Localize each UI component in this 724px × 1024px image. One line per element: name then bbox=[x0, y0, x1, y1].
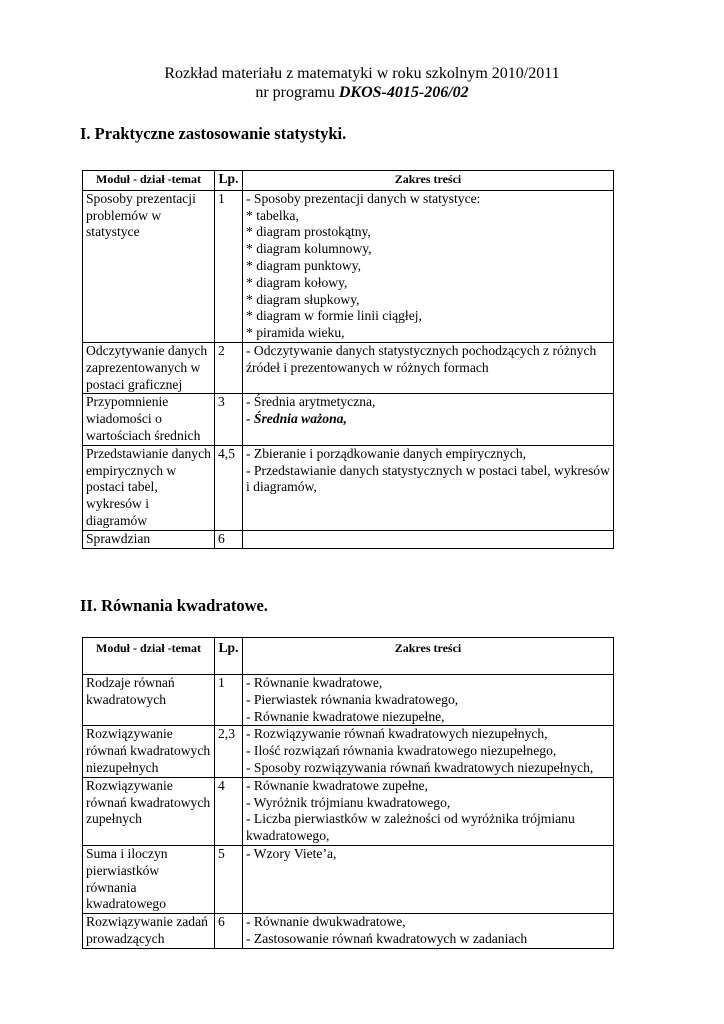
scope-cell bbox=[243, 726, 614, 777]
scope-line: - Wyróżnik trójmianu kwadratowego, bbox=[246, 794, 451, 810]
scope-cell bbox=[243, 342, 614, 393]
lp-cell: 3 bbox=[215, 394, 243, 445]
table-row bbox=[83, 675, 614, 726]
lp-cell: 1 bbox=[215, 675, 243, 726]
scope-line: * tabelka, bbox=[246, 207, 299, 223]
column-header-module: Moduł - dział -temat bbox=[83, 171, 215, 191]
module-cell: Sposoby prezentacji problemów w statystyce bbox=[83, 190, 215, 342]
lp-cell: 6 bbox=[215, 914, 243, 949]
table-row bbox=[83, 845, 614, 913]
table-row bbox=[83, 445, 614, 530]
scope-line-emphasis: - Średnia ważona, bbox=[246, 411, 347, 427]
scope-line: - Przedstawianie danych statystycznych w postaci tabel, wykresów i diagramów, bbox=[246, 462, 610, 495]
table-header-row bbox=[83, 171, 614, 191]
column-header-module: Moduł - dział -temat bbox=[83, 638, 215, 675]
table-row bbox=[83, 530, 614, 548]
column-header-scope: Zakres treści bbox=[243, 638, 614, 675]
table-row bbox=[83, 777, 614, 845]
lp-cell: 5 bbox=[215, 845, 243, 913]
column-header-scope: Zakres treści bbox=[243, 171, 614, 191]
quadratic-table bbox=[82, 637, 614, 949]
section-heading-statistics: I. Praktyczne zastosowanie statystyki. bbox=[80, 124, 347, 143]
scope-line: - Sposoby prezentacji danych w statystyce: bbox=[246, 190, 481, 206]
scope-line: - Odczytywanie danych statystycznych pochodzących z różnych źródeł i prezentowanych w różnych formach bbox=[246, 342, 597, 375]
module-cell: Przedstawianie danych empirycznych w postaci tabel, wykresów i diagramów bbox=[83, 445, 215, 530]
lp-cell: 2,3 bbox=[215, 726, 243, 777]
scope-line: * diagram punktowy, bbox=[246, 257, 362, 273]
scope-cell bbox=[243, 845, 614, 913]
scope-line: * diagram słupkowy, bbox=[246, 291, 360, 307]
scope-line: - Ilość rozwiązań równania kwadratowego niezupełnego, bbox=[246, 743, 557, 759]
lp-cell: 4 bbox=[215, 777, 243, 845]
scope-line: - Rozwiązywanie równań kwadratowych niezupełnych, bbox=[246, 726, 548, 742]
scope-cell bbox=[243, 394, 614, 445]
module-cell: Rozwiązywanie równań kwadratowych zupełnych bbox=[83, 777, 215, 845]
scope-cell bbox=[243, 914, 614, 949]
lp-cell: 4,5 bbox=[215, 445, 243, 530]
scope-cell bbox=[243, 530, 614, 548]
scope-line: * diagram w formie linii ciągłej, bbox=[246, 308, 422, 324]
table-header-row bbox=[83, 638, 614, 675]
program-code: DKOS-4015-206/02 bbox=[338, 84, 469, 101]
statistics-table bbox=[82, 170, 614, 549]
document-title: Rozkład materiału z matematyki w roku szkolnym 2010/2011 bbox=[164, 65, 560, 82]
lp-cell: 6 bbox=[215, 530, 243, 548]
scope-line: - Równanie dwukwadratowe, bbox=[246, 914, 406, 930]
scope-line: - Pierwiastek równania kwadratowego, bbox=[246, 691, 459, 707]
table-row bbox=[83, 394, 614, 445]
scope-line: * diagram kołowy, bbox=[246, 274, 348, 290]
scope-line: * diagram prostokątny, bbox=[246, 224, 371, 240]
scope-cell bbox=[243, 675, 614, 726]
scope-line: - Równanie kwadratowe zupełne, bbox=[246, 777, 428, 793]
scope-line: - Średnia arytmetyczna, bbox=[246, 394, 376, 410]
module-cell: Odczytywanie danych zaprezentowanych w postaci graficznej bbox=[83, 342, 215, 393]
module-cell: Rozwiązywanie równań kwadratowych niezupełnych bbox=[83, 726, 215, 777]
module-cell: Sprawdzian bbox=[83, 530, 215, 548]
scope-cell bbox=[243, 190, 614, 342]
lp-cell: 1 bbox=[215, 190, 243, 342]
scope-line: - Równanie kwadratowe, bbox=[246, 675, 383, 690]
table-row bbox=[83, 342, 614, 393]
program-number bbox=[0, 83, 724, 102]
module-cell: Suma i iloczyn pierwiastków równania kwadratowego bbox=[83, 845, 215, 913]
table-row bbox=[83, 726, 614, 777]
lp-cell: 2 bbox=[215, 342, 243, 393]
module-cell: Rozwiązywanie zadań prowadzących bbox=[83, 914, 215, 949]
section-heading-quadratic: II. Równania kwadratowe. bbox=[80, 596, 268, 615]
scope-cell bbox=[243, 777, 614, 845]
scope-line: - Wzory Viete’a, bbox=[246, 845, 337, 861]
scope-line: - Zbieranie i porządkowanie danych empirycznych, bbox=[246, 445, 527, 461]
module-cell: Rodzaje równań kwadratowych bbox=[83, 675, 215, 726]
table-row bbox=[83, 914, 614, 949]
scope-cell bbox=[243, 445, 614, 530]
scope-line: - Równanie kwadratowe niezupełne, bbox=[246, 708, 445, 724]
module-cell: Przypomnienie wiadomości o wartościach średnich bbox=[83, 394, 215, 445]
program-label: nr programu bbox=[255, 84, 339, 101]
scope-line: * piramida wieku, bbox=[246, 325, 345, 341]
scope-line: - Zastosowanie równań kwadratowych w zadaniach bbox=[246, 930, 528, 946]
table-row bbox=[83, 190, 614, 342]
scope-line: * diagram kolumnowy, bbox=[246, 241, 372, 257]
column-header-lp: Lp. bbox=[215, 171, 243, 191]
column-header-lp: Lp. bbox=[215, 638, 243, 675]
scope-line: - Liczba pierwiastków w zależności od wyróżnika trójmianu kwadratowego, bbox=[246, 811, 575, 844]
scope-line: - Sposoby rozwiązywania równań kwadratowych niezupełnych, bbox=[246, 759, 594, 775]
